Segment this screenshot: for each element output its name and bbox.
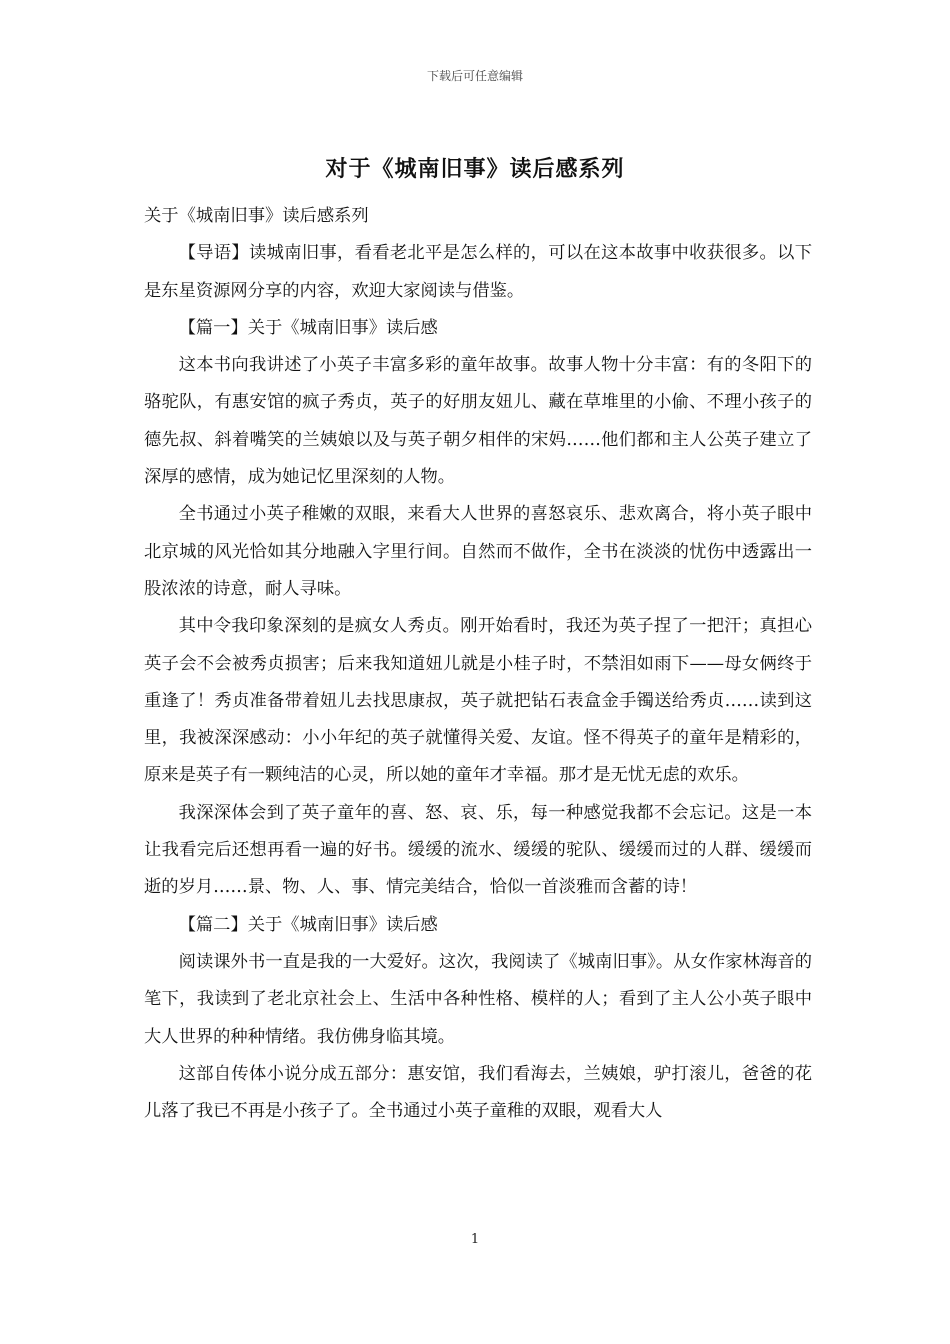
page-header: 下载后可任意编辑 (426, 69, 523, 83)
paragraph: 关于《城南旧事》读后感系列 (144, 206, 369, 226)
paragraph: 我深深体会到了英子童年的喜、怒、哀、乐，每一种感觉我都不会忘记。这是一本让我看完后还想再看一遍的好书。缓缓的流水、缓缓的驼队、缓缓而过的人群、缓缓而逝的岁月……景、物、人、事、情完美结合，恰似一首淡雅而含蓄的诗！ (144, 802, 812, 898)
page-number: 1 (470, 1232, 480, 1247)
paragraph: 全书通过小英子稚嫩的双眼，来看大人世界的喜怒哀乐、悲欢离合，将小英子眼中北京城的风光恰如其分地融入字里行间。自然而不做作，全书在淡淡的忧伤中透露出一股浓浓的诗意，耐人寻味。 (144, 504, 812, 599)
paragraph: 阅读课外书一直是我的一大爱好。这次，我阅读了《城南旧事》。从女作家林海音的笔下，我读到了老北京社会上、生活中各种性格、模样的人；看到了主人公小英子眼中大人世界的种种情绪。我仿佛身临其境。 (144, 951, 812, 1047)
document-title: 对于《城南旧事》读后感系列 (325, 156, 625, 182)
section-heading: 【篇一】关于《城南旧事》读后感 (178, 317, 438, 338)
paragraph: 这本书向我讲述了小英子丰富多彩的童年故事。故事人物十分丰富：有的冬阳下的骆驼队，有惠安馆的疯子秀贞，英子的好朋友妞儿、藏在草堆里的小偷、不理小孩子的德先叔、斜着嘴笑的兰姨娘以及与英子朝夕相伴的宋妈……他们都和主人公英子建立了深厚的感情，成为她记忆里深刻的人物。 (144, 355, 812, 488)
paragraph: 其中令我印象深刻的是疯女人秀贞。刚开始看时，我还为英子捏了一把汗；真担心英子会不会被秀贞损害；后来我知道妞儿就是小桂子时，不禁泪如雨下——母女俩终于重逢了！秀贞准备带着妞儿去找思康叔，英子就把钻石表盒金手镯送给秀贞……读到这里，我被深深感动：小小年纪的英子就懂得关爱、友谊。怪不得英子的童年是精彩的，原来是英子有一颗纯洁的心灵，所以她的童年才幸福。那才是无忧无虑的欢乐。 (144, 616, 812, 786)
document-body (144, 198, 812, 1130)
paragraph: 这部自传体小说分成五部分：惠安馆，我们看海去，兰姨娘，驴打滚儿，爸爸的花儿落了我已不再是小孩子了。全书通过小英子童稚的双眼，观看大人 (144, 1063, 812, 1122)
paragraph: 【导语】读城南旧事，看看老北平是怎么样的，可以在这本故事中收获很多。以下是东星资源网分享的内容，欢迎大家阅读与借鉴。 (144, 243, 812, 301)
section-heading: 【篇二】关于《城南旧事》读后感 (178, 914, 438, 935)
